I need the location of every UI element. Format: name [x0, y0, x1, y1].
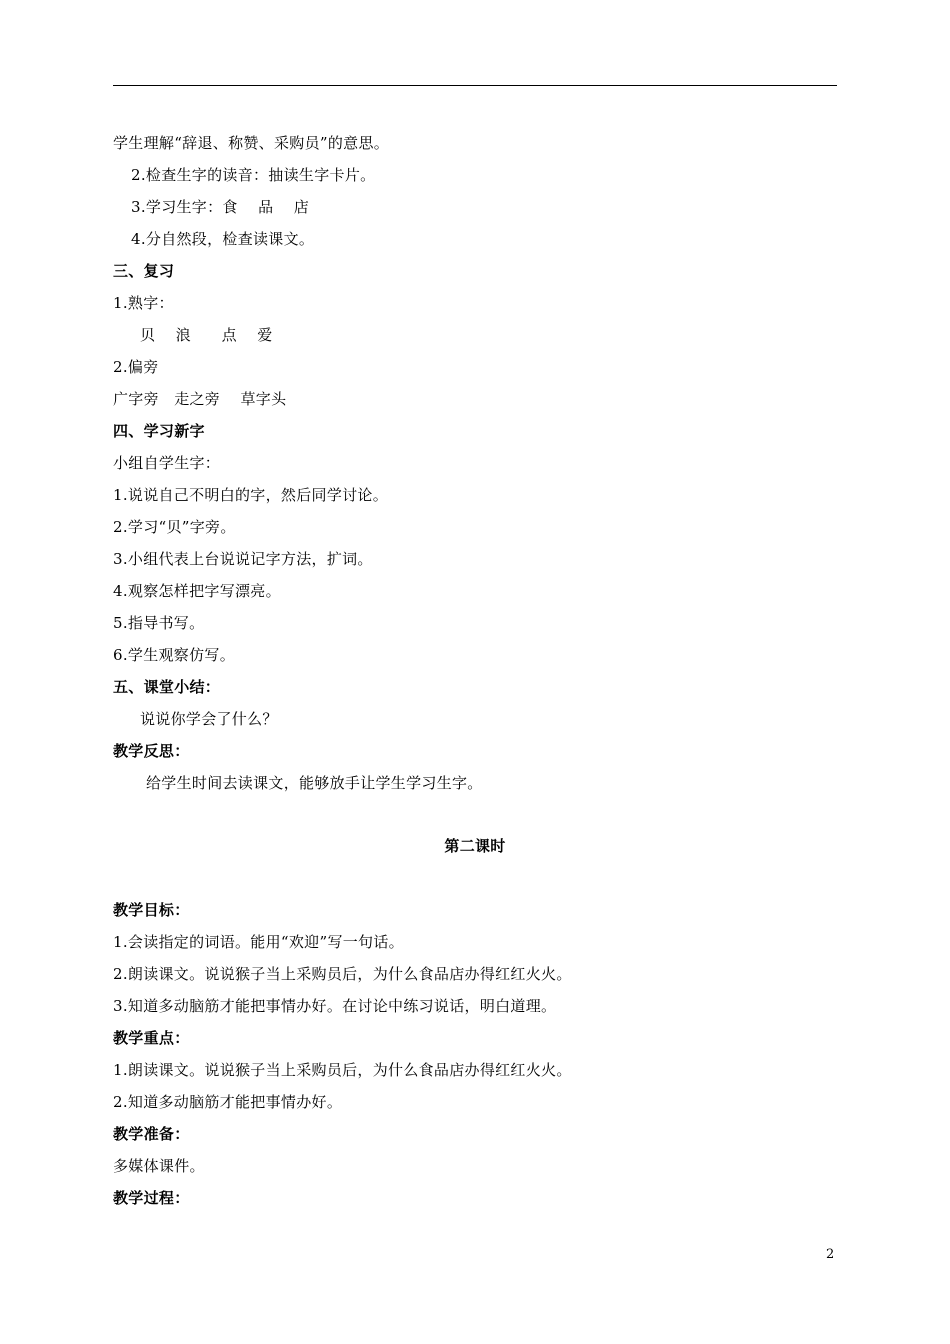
text-line: 学生理解“辞退、称赞、采购员”的意思。	[113, 134, 390, 152]
text-line: 广字旁 走之旁 草字头	[113, 390, 287, 408]
section-heading: 教学过程：	[113, 1189, 190, 1207]
text-line: 多媒体课件。	[113, 1157, 205, 1175]
text-line: 小组自学生字：	[113, 454, 221, 472]
text-line: 1.熟字：	[113, 294, 174, 312]
lesson-title: 第二课时	[444, 837, 506, 855]
text-line: 2.学习“贝”字旁。	[113, 518, 236, 536]
section-heading: 教学准备：	[113, 1125, 190, 1143]
text-line: 5.指导书写。	[113, 614, 205, 632]
text-line: 给学生时间去读课文，能够放手让学生学习生字。	[146, 774, 483, 792]
section-heading: 教学重点：	[113, 1029, 190, 1047]
section-heading: 教学目标：	[113, 901, 190, 919]
section-heading: 教学反思：	[113, 742, 190, 760]
text-line: 2.知道多动脑筋才能把事情办好。	[113, 1093, 343, 1111]
text-line: 6.学生观察仿写。	[113, 646, 236, 664]
text-line: 4.分自然段，检查读课文。	[131, 230, 315, 248]
text-line: 2.朗读课文。说说猴子当上采购员后，为什么食品店办得红红火火。	[113, 965, 572, 983]
text-line: 3.知道多动脑筋才能把事情办好。在讨论中练习说话，明白道理。	[113, 997, 557, 1015]
text-line: 3.小组代表上台说说记字方法，扩词。	[113, 550, 373, 568]
text-line: 说说你学会了什么？	[140, 710, 278, 728]
header-rule	[113, 85, 837, 86]
section-heading: 四、学习新字	[113, 422, 205, 440]
text-line: 贝 浪 点 爱	[140, 326, 273, 344]
text-line: 4.观察怎样把字写漂亮。	[113, 582, 281, 600]
text-line: 1.说说自己不明白的字，然后同学讨论。	[113, 486, 389, 504]
text-line: 2.检查生字的读音：抽读生字卡片。	[131, 166, 376, 184]
section-heading: 五、课堂小结：	[113, 678, 221, 696]
text-line: 1.会读指定的词语。能用“欢迎”写一句话。	[113, 933, 404, 951]
text-line: 1.朗读课文。说说猴子当上采购员后，为什么食品店办得红红火火。	[113, 1061, 572, 1079]
text-line: 3.学习生字：食 品 店	[131, 198, 310, 216]
text-line: 2.偏旁	[113, 358, 159, 376]
page-number: 2	[826, 1247, 835, 1262]
section-heading: 三、复习	[113, 262, 175, 280]
